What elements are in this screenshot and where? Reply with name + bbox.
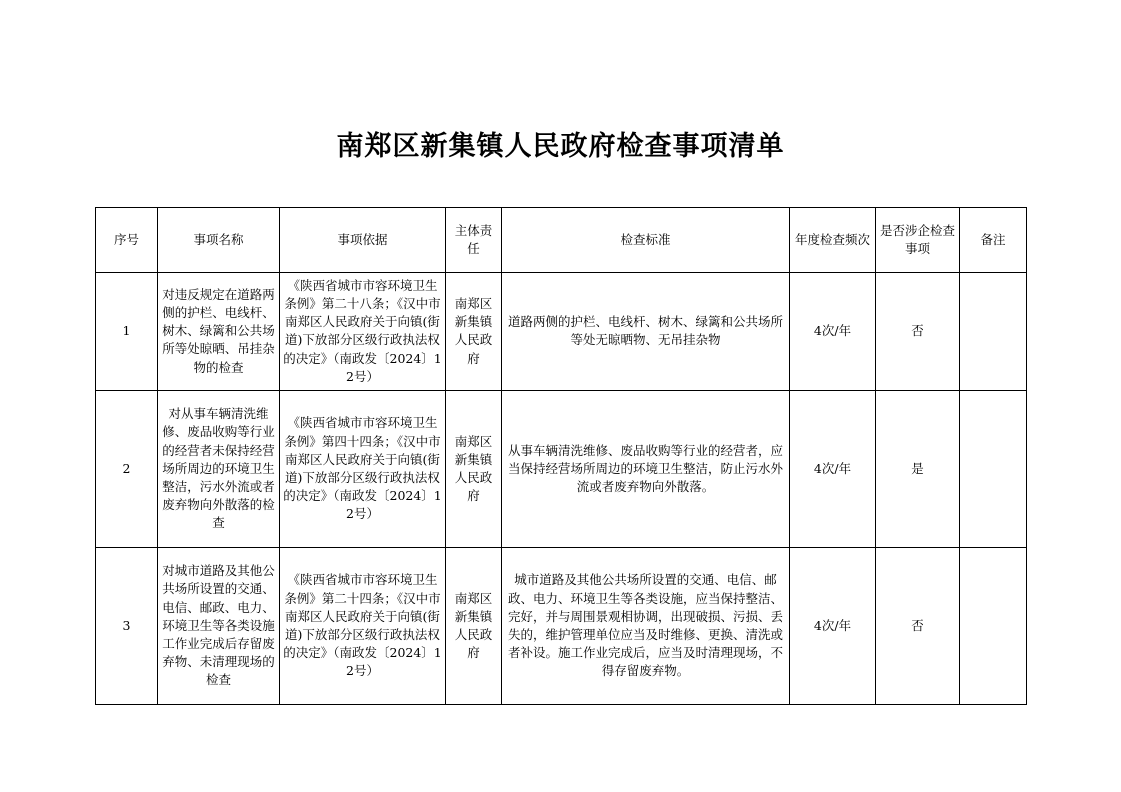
cell-inspection-standard: 城市道路及其他公共场所设置的交通、电信、邮政、电力、环境卫生等各类设施，应当保持整洁、完好，并与周围景观相协调，出现破损、污损、丢失的，维护管理单位应当及时维修、更换、清洗或者补设。施工作业完成后，应当及时清理现场，不得存留废弃物。 <box>502 547 790 704</box>
table-body <box>96 273 1027 705</box>
cell-remark <box>960 547 1027 704</box>
column-header-frequency: 年度检查频次 <box>790 208 876 273</box>
cell-item-name: 对从事车辆清洗维修、废品收购等行业的经营者未保持经营场所周边的环境卫生整洁，污水外流或者废弃物向外散落的检查 <box>158 390 280 547</box>
checklist-table <box>95 207 1027 705</box>
column-header-name: 事项名称 <box>158 208 280 273</box>
cell-inspection-standard: 从事车辆清洗维修、废品收购等行业的经营者，应当保持经营场所周边的环境卫生整洁，防止污水外流或者废弃物向外散落。 <box>502 390 790 547</box>
cell-item-basis: 《陕西省城市市容环境卫生条例》第二十八条；《汉中市南郑区人民政府关于向镇(街道)下放部分区级行政执法权的决定》（南政发〔2024〕12号） <box>280 273 446 391</box>
column-header-basis: 事项依据 <box>280 208 446 273</box>
cell-annual-frequency: 4次/年 <box>790 547 876 704</box>
checklist-table-container <box>95 207 1026 705</box>
cell-annual-frequency: 4次/年 <box>790 390 876 547</box>
column-header-subject: 主体责任 <box>446 208 502 273</box>
cell-item-basis: 《陕西省城市市容环境卫生条例》第四十四条；《汉中市南郑区人民政府关于向镇(街道)下放部分区级行政执法权的决定》（南政发〔2024〕12号） <box>280 390 446 547</box>
cell-index: 1 <box>96 273 158 391</box>
column-header-index: 序号 <box>96 208 158 273</box>
table-row <box>96 390 1027 547</box>
cell-item-basis: 《陕西省城市市容环境卫生条例》第二十四条；《汉中市南郑区人民政府关于向镇(街道)下放部分区级行政执法权的决定》（南政发〔2024〕12号） <box>280 547 446 704</box>
table-header <box>96 208 1027 273</box>
cell-item-name: 对违反规定在道路两侧的护栏、电线杆、树木、绿篱和公共场所等处晾晒、吊挂杂物的检查 <box>158 273 280 391</box>
cell-remark <box>960 390 1027 547</box>
cell-annual-frequency: 4次/年 <box>790 273 876 391</box>
column-header-standard: 检查标准 <box>502 208 790 273</box>
column-header-remark: 备注 <box>960 208 1027 273</box>
cell-subject-responsibility: 南郑区新集镇人民政府 <box>446 547 502 704</box>
table-row <box>96 273 1027 391</box>
column-header-involves-enterprise: 是否涉企检查事项 <box>876 208 960 273</box>
cell-involves-enterprise: 是 <box>876 390 960 547</box>
cell-subject-responsibility: 南郑区新集镇人民政府 <box>446 273 502 391</box>
cell-remark <box>960 273 1027 391</box>
cell-involves-enterprise: 否 <box>876 547 960 704</box>
cell-inspection-standard: 道路两侧的护栏、电线杆、树木、绿篱和公共场所等处无晾晒物、无吊挂杂物 <box>502 273 790 391</box>
cell-index: 3 <box>96 547 158 704</box>
cell-involves-enterprise: 否 <box>876 273 960 391</box>
cell-item-name: 对城市道路及其他公共场所设置的交通、电信、邮政、电力、环境卫生等各类设施工作业完成后存留废弃物、未清理现场的检查 <box>158 547 280 704</box>
page-title: 南郑区新集镇人民政府检查事项清单 <box>336 131 785 162</box>
table-row <box>96 547 1027 704</box>
cell-subject-responsibility: 南郑区新集镇人民政府 <box>446 390 502 547</box>
table-header-row <box>96 208 1027 273</box>
cell-index: 2 <box>96 390 158 547</box>
